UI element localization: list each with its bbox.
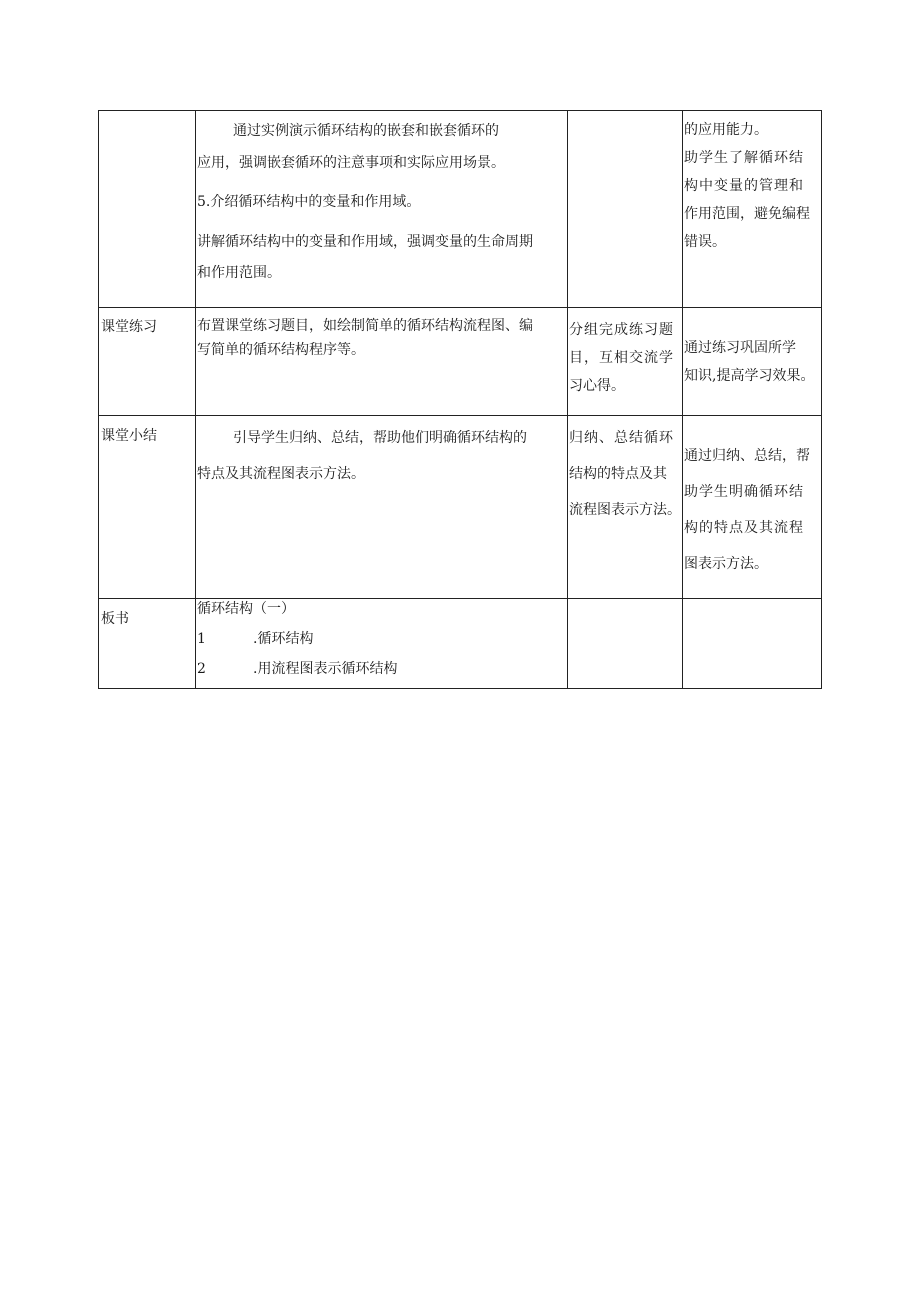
design-intent-cell (683, 308, 822, 416)
table-row (99, 599, 822, 689)
student-activity-cell (568, 111, 683, 308)
table-row (99, 308, 822, 416)
table-row (99, 416, 822, 599)
intent-line: 助学生明确循环结 (684, 484, 804, 500)
student-activity-cell (568, 416, 683, 599)
blackboard-item: 2 .用流程图表示循环结构 (197, 661, 398, 677)
intent-line: 知识,提高学习效果。 (684, 368, 815, 384)
intent-line: 图表示方法。 (684, 556, 768, 572)
student-line: 结构的特点及其 (569, 466, 667, 482)
design-intent-cell (683, 111, 822, 308)
content-line: 通过实例演示循环结构的嵌套和嵌套循环的 (233, 123, 499, 139)
student-activity-cell (568, 308, 683, 416)
content-line: 布置课堂练习题目，如绘制简单的循环结构流程图、编 (197, 318, 533, 334)
student-line: 习心得。 (569, 378, 625, 394)
intent-line: 构中变量的管理和 (684, 178, 804, 194)
row-label-cell: 板书 (99, 599, 196, 689)
intent-line: 通过练习巩固所学 (684, 340, 796, 356)
table-row (99, 111, 822, 308)
content-line: 引导学生归纳、总结，帮助他们明确循环结构的 (233, 430, 527, 446)
intent-line: 助学生了解循环结 (684, 150, 804, 166)
content-line: 特点及其流程图表示方法。 (197, 466, 365, 482)
content-line: 5.介绍循环结构中的变量和作用域。 (197, 194, 421, 210)
blackboard-item: 1 .循环结构 (197, 631, 314, 647)
teaching-content-cell (196, 416, 568, 599)
design-intent-cell (683, 416, 822, 599)
intent-line: 错误。 (684, 234, 726, 250)
content-line: 应用，强调嵌套循环的注意事项和实际应用场景。 (197, 155, 505, 171)
blackboard-title: 循环结构（一） (197, 601, 295, 617)
content-line: 写简单的循环结构程序等。 (197, 342, 365, 358)
student-activity-cell (568, 599, 683, 689)
teaching-content-cell (196, 111, 568, 308)
student-line: 归纳、总结循环 (569, 430, 674, 446)
row-label-cell: 课堂小结 (99, 416, 196, 599)
lesson-plan-table (98, 110, 822, 689)
content-line: 讲解循环结构中的变量和作用域，强调变量的生命周期 (197, 234, 533, 250)
blackboard-content-cell (196, 599, 568, 689)
design-intent-cell (683, 599, 822, 689)
intent-line: 构的特点及其流程 (684, 520, 804, 536)
row-label-cell: 课堂练习 (99, 308, 196, 416)
student-line: 分组完成练习题 (569, 322, 674, 338)
row-label-cell (99, 111, 196, 308)
content-line: 和作用范围。 (197, 265, 281, 281)
intent-line: 通过归纳、总结，帮 (684, 448, 810, 464)
student-line: 流程图表示方法。 (569, 502, 681, 518)
intent-line: 作用范围，避免编程 (684, 206, 810, 222)
intent-line: 的应用能力。 (684, 122, 768, 138)
student-line: 目，互相交流学 (569, 350, 674, 366)
teaching-content-cell (196, 308, 568, 416)
